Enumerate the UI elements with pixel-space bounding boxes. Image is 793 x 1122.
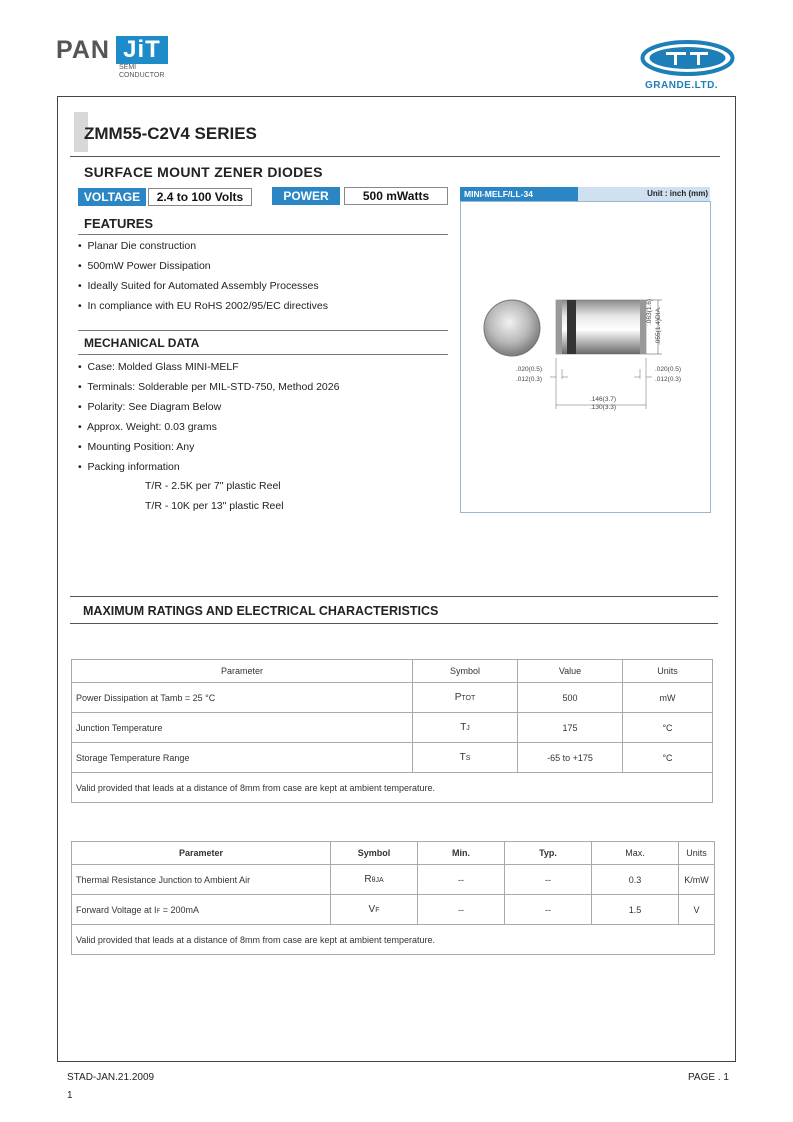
table-row (72, 683, 713, 713)
page-subtitle: SURFACE MOUNT ZENER DIODES (84, 164, 323, 180)
cell-symbol (413, 713, 518, 743)
feature-text: Planar Die construction (87, 240, 197, 252)
feature-item: • In compliance with EU RoHS 2002/95/EC directives (78, 300, 328, 312)
cell-param: Junction Temperature (72, 713, 413, 743)
cell-symbol (331, 865, 418, 895)
mechanical-text: Case: Molded Glass MINI-MELF (87, 361, 239, 373)
features-heading: FEATURES (84, 216, 154, 231)
dim-left-top: .020(0.5) (516, 366, 543, 373)
cell-symbol (413, 743, 518, 773)
mechanical-text: Mounting Position: Any (87, 441, 195, 453)
mechanical-item: • Packing information (78, 461, 180, 473)
cell-units: K/mW (679, 865, 715, 895)
dim-right-bottom: .012(0.3) (655, 376, 682, 383)
col-header: Symbol (413, 660, 518, 683)
table-note-row (72, 925, 715, 955)
cell-symbol (413, 683, 518, 713)
cell-symbol (331, 895, 418, 925)
table-header-row (72, 842, 715, 865)
feature-text: Ideally Suited for Automated Assembly Processes (87, 280, 319, 292)
cell-typ: -- (505, 865, 592, 895)
panjit-logo-subtitle (119, 64, 164, 80)
dim-left-bottom: .012(0.3) (516, 376, 543, 383)
col-header: Typ. (505, 842, 592, 865)
table-row (72, 743, 713, 773)
panjit-logo-jit: JiT (116, 36, 168, 64)
footer-page: PAGE . 1 (688, 1072, 729, 1083)
feature-item: • Ideally Suited for Automated Assembly Processes (78, 280, 319, 292)
package-name: MINI-MELF/LL-34 (460, 187, 578, 201)
symbol-main: P (454, 692, 462, 703)
divider (78, 234, 448, 235)
cell-max: 1.5 (592, 895, 679, 925)
table-row (72, 895, 715, 925)
col-header: Units (623, 660, 713, 683)
divider (70, 156, 720, 157)
mechanical-item: • Mounting Position: Any (78, 441, 195, 453)
symbol-main: T (460, 722, 467, 733)
cell-param: Power Dissipation at Tamb = 25 °C (72, 683, 413, 713)
symbol-sub: θJA (371, 877, 384, 884)
cell-min: -- (418, 865, 505, 895)
voltage-value: 2.4 to 100 Volts (148, 188, 252, 206)
cell-value: -65 to +175 (518, 743, 623, 773)
symbol-sub: J (466, 725, 470, 732)
symbol-main: R (364, 874, 372, 885)
cell-value: 500 (518, 683, 623, 713)
symbol-main: T (459, 752, 466, 763)
cell-min: -- (418, 895, 505, 925)
col-header: Value (518, 660, 623, 683)
cell-units: V (679, 895, 715, 925)
dim-right-top: .020(0.5) (655, 366, 682, 373)
table-row (72, 713, 713, 743)
ratings-title: MAXIMUM RATINGS AND ELECTRICAL CHARACTERISTICS (83, 604, 439, 618)
grande-logo-icon (640, 40, 735, 76)
table-note: Valid provided that leads at a distance of 8mm from case are kept at ambient temperature. (72, 773, 713, 803)
power-label: POWER (272, 187, 340, 205)
symbol-sub: S (465, 755, 471, 762)
cell-max: 0.3 (592, 865, 679, 895)
logo-sub-conductor: CONDUCTOR (119, 72, 165, 79)
symbol-sub: TOT (461, 695, 476, 702)
col-header: Min. (418, 842, 505, 865)
footer-number: 1 (67, 1090, 73, 1101)
cell-units: °C (623, 713, 713, 743)
divider (70, 596, 718, 597)
mechanical-heading: MECHANICAL DATA (84, 336, 200, 350)
feature-item: • Planar Die construction (78, 240, 197, 252)
mechanical-item: • Approx. Weight: 0.03 grams (78, 421, 217, 433)
dim-diameter-a: .063(1.6) (646, 298, 653, 325)
panjit-logo-pan: PAN (56, 36, 110, 64)
divider (78, 354, 448, 355)
param-text: = 200mA (160, 904, 199, 915)
cell-param (72, 895, 331, 925)
logo-sub-semi: SEMI (119, 64, 137, 71)
cell-value: 175 (518, 713, 623, 743)
cell-typ: -- (505, 895, 592, 925)
symbol-main: V (368, 904, 376, 915)
col-header: Parameter (72, 842, 331, 865)
dim-length-bottom: .130(3.3) (590, 404, 617, 411)
power-value: 500 mWatts (344, 187, 448, 205)
divider (70, 623, 718, 624)
feature-text: 500mW Power Dissipation (87, 260, 211, 272)
mechanical-item: • Case: Molded Glass MINI-MELF (78, 361, 239, 373)
col-header: Units (679, 842, 715, 865)
mechanical-text: Packing information (87, 461, 180, 473)
mechanical-item: • Polarity: See Diagram Below (78, 401, 222, 413)
param-sub: F (156, 908, 161, 915)
packing-item: T/R - 10K per 13" plastic Reel (145, 500, 284, 512)
symbol-sub: F (375, 907, 380, 914)
voltage-label: VOLTAGE (78, 188, 146, 206)
mechanical-text: Approx. Weight: 0.03 grams (86, 421, 217, 433)
table-note-row (72, 773, 713, 803)
dim-length-top: .146(3.7) (590, 396, 617, 403)
dim-diameter-b: .055(1.4)DIA. (655, 306, 662, 345)
col-header: Max. (592, 842, 679, 865)
cell-units: mW (623, 683, 713, 713)
col-header: Symbol (331, 842, 418, 865)
feature-item: • 500mW Power Dissipation (78, 260, 211, 272)
cell-param: Thermal Resistance Junction to Ambient Air (72, 865, 331, 895)
mini-melf-diagram (460, 201, 711, 513)
thermal-table (71, 841, 715, 955)
series-title: ZMM55-C2V4 SERIES (84, 124, 257, 143)
table-row (72, 865, 715, 895)
table-header-row (72, 660, 713, 683)
cell-units: °C (623, 743, 713, 773)
cell-param: Storage Temperature Range (72, 743, 413, 773)
mechanical-item: • Terminals: Solderable per MIL-STD-750, Method 2026 (78, 381, 340, 393)
mechanical-text: Polarity: See Diagram Below (87, 401, 222, 413)
col-header: Parameter (72, 660, 413, 683)
divider (78, 330, 448, 331)
footer-date: STAD-JAN.21.2009 (67, 1072, 155, 1083)
table-note: Valid provided that leads at a distance of 8mm from case are kept at ambient temperature. (72, 925, 715, 955)
package-unit: Unit : inch (mm) (647, 189, 708, 198)
packing-item: T/R - 2.5K per 7" plastic Reel (145, 480, 281, 492)
ratings-table (71, 659, 713, 803)
grande-name: GRANDE.LTD. (645, 80, 719, 91)
param-text: Forward Voltage at I (76, 904, 157, 915)
feature-text: In compliance with EU RoHS 2002/95/EC directives (87, 300, 328, 312)
mechanical-text: Terminals: Solderable per MIL-STD-750, Method 2026 (87, 381, 340, 393)
